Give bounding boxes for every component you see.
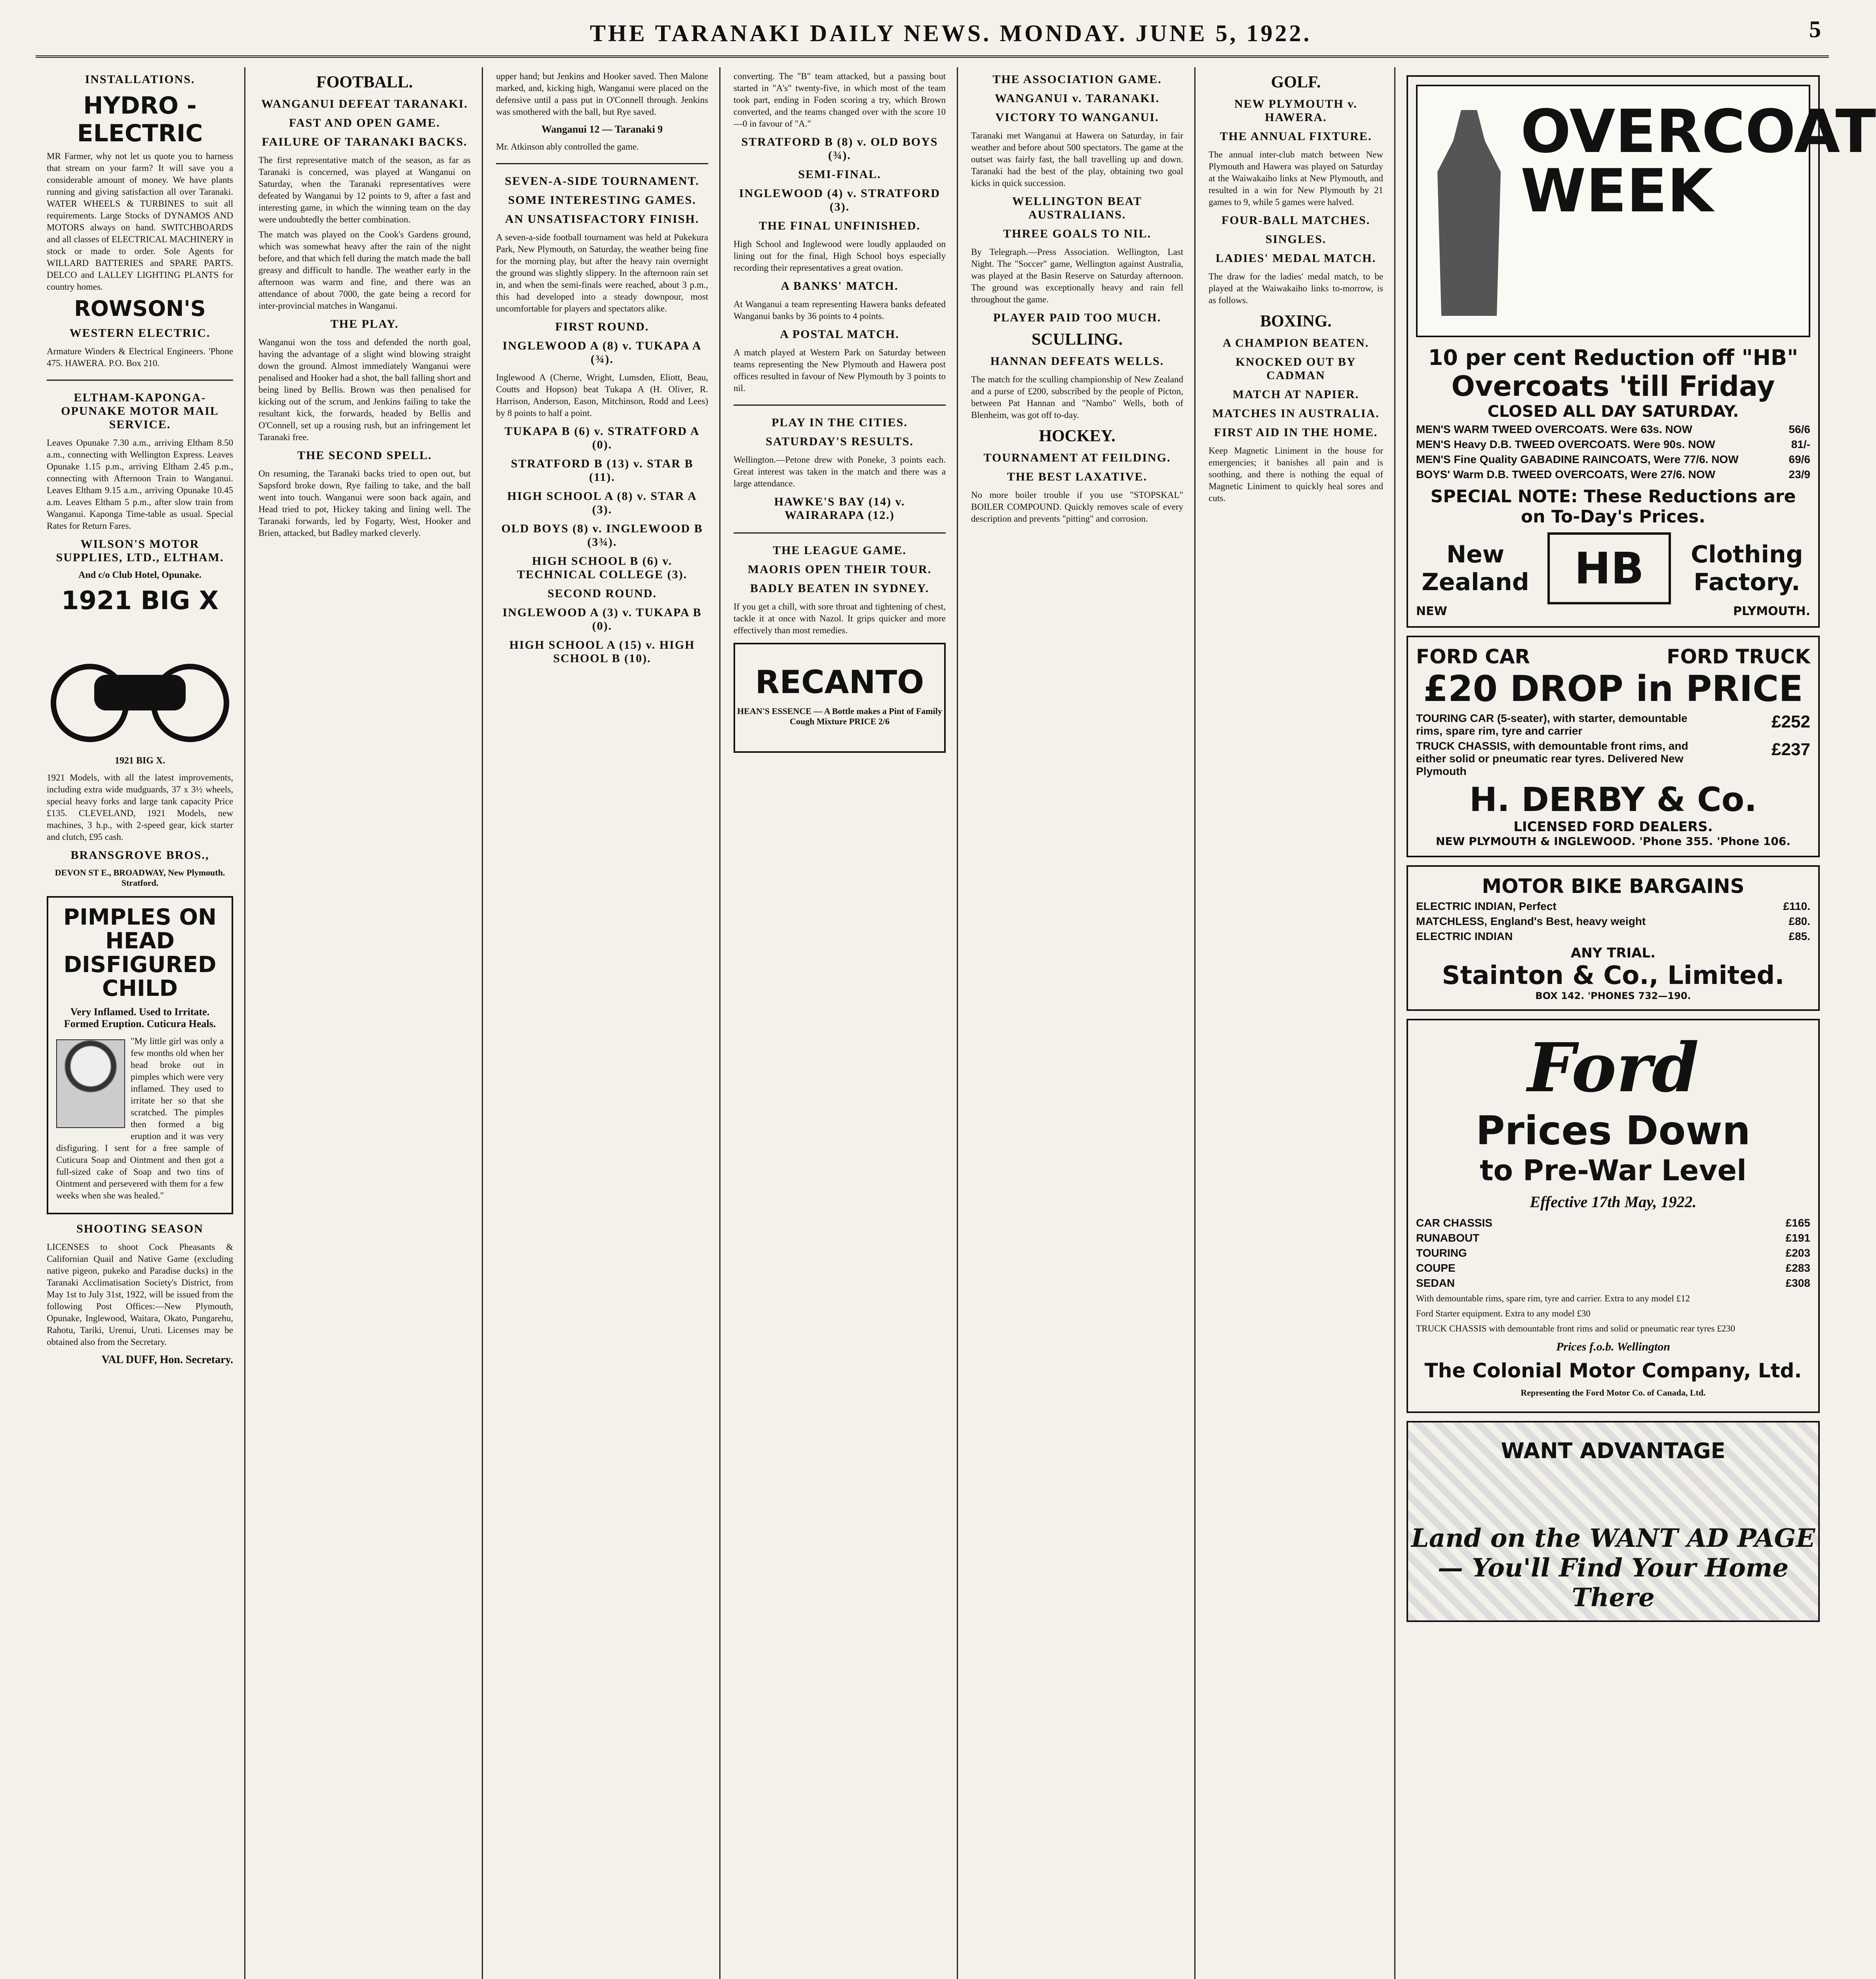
section-subheading: TOURNAMENT AT FEILDING. <box>983 451 1171 464</box>
section-subheading: A POSTAL MATCH. <box>780 328 899 341</box>
price-value: £191 <box>1785 1232 1810 1244</box>
rowson-heading: ROWSON'S <box>74 296 206 321</box>
section-subheading: MATCH AT NAPIER. <box>1232 388 1359 401</box>
hockey-heading: HOCKEY. <box>1039 427 1116 445</box>
section-subheading: FOUR-BALL MATCHES. <box>1221 214 1370 227</box>
price-label: CAR CHASSIS <box>1416 1217 1492 1229</box>
price-label: MATCHLESS, England's Best, heavy weight <box>1416 915 1646 927</box>
overcoat-price-list <box>1416 423 1810 481</box>
wilson-subheading: And c/o Club Hotel, Opunake. <box>78 570 201 580</box>
section-subheading: NEW PLYMOUTH v. HAWERA. <box>1234 97 1357 124</box>
price-row <box>1416 453 1810 466</box>
match-heading: INGLEWOOD A (3) v. TUKAPA B (0). <box>502 606 702 632</box>
eltham-heading: ELTHAM-KAPONGA-OPUNAKE MOTOR MAIL SERVICE. <box>61 391 219 431</box>
price-value: 69/6 <box>1789 453 1810 465</box>
match-heading: HIGH SCHOOL A (8) v. STAR A (3). <box>507 490 697 516</box>
column-3 <box>485 67 720 1979</box>
price-label: BOYS' Warm D.B. TWEED OVERCOATS, Were 27/6. NOW <box>1416 468 1716 481</box>
stainton-heading: Stainton & Co., Limited. <box>1442 961 1785 990</box>
price-row <box>1416 1217 1810 1229</box>
motorcycle-illustration <box>47 619 233 750</box>
overcoat-illustration <box>1416 85 1876 337</box>
bransgrove-address: DEVON ST E., BROADWAY, New Plymouth. Stratford. <box>55 868 225 888</box>
effective-date: Effective 17th May, 1922. <box>1530 1193 1697 1211</box>
derby-locations: NEW PLYMOUTH & INGLEWOOD. 'Phone 355. 'Phone 106. <box>1435 835 1791 848</box>
match-heading: STRATFORD B (13) v. STAR B (11). <box>511 457 694 484</box>
football-subheading-3: FAILURE OF TARANAKI BACKS. <box>262 135 468 148</box>
divider <box>47 380 233 381</box>
hb-logo-icon: HB <box>1547 532 1671 604</box>
big-x-heading: 1921 BIG X <box>61 586 219 615</box>
section-subheading: THE BEST LAXATIVE. <box>1007 470 1148 483</box>
divider <box>734 405 946 406</box>
column-4 <box>722 67 958 1979</box>
price-label: ELECTRIC INDIAN <box>1416 930 1513 942</box>
article-paragraph: A match played at Western Park on Saturday between teams representing the New Plymouth and Hawera post offices resulted in favour of New Plymouth by 3 points to nil. <box>734 348 946 393</box>
price-label: MEN'S Heavy D.B. TWEED OVERCOATS. Were 90s. NOW <box>1416 438 1715 450</box>
location-right: PLYMOUTH. <box>1733 604 1810 618</box>
section-subheading: MAORIS OPEN THEIR TOUR. <box>747 563 932 576</box>
heans-essence-text: HEAN'S ESSENCE — A Bottle makes a Pint of Family Cough Mixture PRICE 2/6 <box>737 706 942 726</box>
match-heading: STRATFORD B (8) v. OLD BOYS (¾). <box>741 135 938 162</box>
section-subheading: THE FINAL UNFINISHED. <box>759 219 920 232</box>
column-2 <box>247 67 483 1979</box>
extras-note: With demountable rims, spare rim, tyre and carrier. Extra to any model £12 <box>1416 1293 1690 1303</box>
heans-essence-logo: RECANTO <box>755 663 924 701</box>
column-5 <box>960 67 1196 1979</box>
price-label: TRUCK CHASSIS, with demountable front rims, and either solid or pneumatic rear tyres. Delivered New Plymouth <box>1416 740 1688 777</box>
price-row <box>1416 740 1810 778</box>
shooting-heading: SHOOTING SEASON <box>76 1222 203 1235</box>
colonial-motor-heading: The Colonial Motor Company, Ltd. <box>1424 1359 1802 1382</box>
column-6 <box>1197 67 1395 1979</box>
section-subheading: VICTORY TO WANGANUI. <box>995 111 1159 124</box>
section-subheading: SINGLES. <box>1265 233 1327 246</box>
price-row <box>1416 1262 1810 1274</box>
price-label: TOURING <box>1416 1247 1467 1259</box>
section-subheading: FIRST ROUND. <box>555 320 649 333</box>
reduction-heading: 10 per cent Reduction off "HB" <box>1428 345 1798 370</box>
divider <box>496 163 708 164</box>
price-label: COUPE <box>1416 1262 1456 1274</box>
clothing-factory-label: Clothing Factory. <box>1691 541 1803 596</box>
match-heading: INGLEWOOD A (8) v. TUKAPA A (¾). <box>502 339 702 366</box>
section-subheading: THE ANNUAL FIXTURE. <box>1220 130 1372 143</box>
price-value: £252 <box>1771 712 1810 731</box>
overcoat-week-title: OVERCOAT WEEK <box>1521 97 1876 226</box>
section-subheading: AN UNSATISFACTORY FINISH. <box>505 213 699 226</box>
section-subheading: LADIES' MEDAL MATCH. <box>1215 252 1376 265</box>
overcoat-week-ad <box>1407 75 1876 628</box>
ford-script-logo: Ford <box>1527 1028 1699 1107</box>
fob-note: Prices f.o.b. Wellington <box>1556 1340 1671 1353</box>
article-paragraph: The annual inter-club match between New Plymouth and Hawera was played on Saturday at the Waiwakaiho links at New Plymouth, and resulted in a win for New Plymouth by 21 games to 9, while 5 games were halved. <box>1209 150 1383 207</box>
price-row <box>1416 915 1810 928</box>
price-row <box>1416 468 1810 481</box>
section-subheading: THREE GOALS TO NIL. <box>1003 227 1151 240</box>
column-7-advertisements <box>1395 67 1876 1979</box>
match-heading: HIGH SCHOOL B (6) v. TECHNICAL COLLEGE (3). <box>517 555 687 581</box>
price-label: MEN'S Fine Quality GABADINE RAINCOATS, Were 77/6. NOW <box>1416 453 1739 465</box>
starter-note: Ford Starter equipment. Extra to any model £30 <box>1416 1309 1591 1318</box>
rowson-subheading: WESTERN ELECTRIC. <box>69 327 211 340</box>
ford-truck-label: FORD TRUCK <box>1667 645 1810 668</box>
article-paragraph: Inglewood A (Cherne, Wright, Lumsden, Eliott, Beau, Coutts and Hopson) beat Tukapa A (H. Oliver, R. Harrison, Anderson, Eason, Mitchinson, Rodd and Lees) by 8 points to half a point. <box>496 372 708 418</box>
article-paragraph: High School and Inglewood were loudly applauded on lining out for the final, High School boys especially recording their representatives a great ovation. <box>734 239 946 273</box>
special-note: SPECIAL NOTE: These Reductions are on To-Day's Prices. <box>1430 486 1796 527</box>
sculling-heading: SCULLING. <box>1032 330 1123 349</box>
closed-notice: CLOSED ALL DAY SATURDAY. <box>1487 403 1739 421</box>
price-row <box>1416 712 1810 737</box>
section-heading: PLAY IN THE CITIES. <box>772 416 908 429</box>
column-1 <box>36 67 245 1979</box>
match-heading: HAWKE'S BAY (14) v. WAIRARAPA (12.) <box>774 495 905 522</box>
article-paragraph: The draw for the ladies' medal match, to be played at the Waiwakaiho links to-morrow, is as follows. <box>1209 272 1383 305</box>
section-subheading: THE PLAY. <box>330 317 399 330</box>
man-in-overcoat-icon <box>1429 110 1509 316</box>
want-ad-banner: WANT ADVANTAGE <box>1501 1438 1726 1463</box>
stopskal-ad-text: No more boiler trouble if you use "STOPSKAL" BOILER COMPOUND. Quickly removes scale of every description and prevents "pitting" and corrosion. <box>971 490 1183 524</box>
section-subheading: SATURDAY'S RESULTS. <box>766 435 914 448</box>
location-left: NEW <box>1416 604 1447 618</box>
section-subheading: KNOCKED OUT BY CADMAN <box>1235 355 1356 382</box>
article-paragraph: upper hand; but Jenkins and Hooker saved. Then Malone marked, and, kicking high, Wanganui were placed on the defensive until a pass put in O'Connell through. Jenkins was smothered with the ball, but Rye saved. <box>496 71 708 117</box>
football-subheading-2: FAST AND OPEN GAME. <box>289 116 440 129</box>
shooting-text: LICENSES to shoot Cock Pheasants & Californian Quail and Native Game (excluding native pigeon, pukeko and Paradise ducks) in the Taranaki Acclimatisation Society's District, from May 1st to July 31st, 1922, will be issued from the following Post Offices:—New Plymouth, Opunake, Inglewood, Waitara, Okato, Pungarehu, Rahotu, Tariki, Urenui, Uruti. Licenses may be obtained also from the Secretary. <box>47 1242 233 1347</box>
referee-note: Mr. Atkinson ably controlled the game. <box>496 142 639 152</box>
price-row <box>1416 900 1810 913</box>
article-paragraph: A seven-a-side football tournament was held at Pukekura Park, New Plymouth, on Saturday, the weather being fine for the morning play, but after the heavy rain overnight the ground was slightly slippery. In the afternoon rain set in, and when the semi-finals were reached, about 3 p.m., this had developed into a steady downpour, most uncomfortable for players and spectators alike. <box>496 232 708 313</box>
section-subheading: BADLY BEATEN IN SYDNEY. <box>750 582 929 595</box>
motor-bike-heading: MOTOR BIKE BARGAINS <box>1482 875 1745 898</box>
price-value: 81/- <box>1791 438 1810 450</box>
article-paragraph: By Telegraph.—Press Association. Wellington, Last Night. The "Soccer" game, Wellington against Australia, was played at the Basin Reserve on Saturday afternoon. The ground was exceptionally heavy and rain fell throughout the game. <box>971 247 1183 304</box>
ford-prices-ad <box>1407 1019 1820 1413</box>
football-subheading: WANGANUI DEFEAT TARANAKI. <box>261 97 468 110</box>
section-heading: PLAYER PAID TOO MUCH. <box>993 311 1161 324</box>
price-label: ELECTRIC INDIAN, Perfect <box>1416 900 1557 912</box>
price-value: £237 <box>1771 740 1810 759</box>
association-heading: THE ASSOCIATION GAME. <box>992 73 1162 86</box>
derby-subheading: LICENSED FORD DEALERS. <box>1513 819 1713 835</box>
section-subheading: HANNAN DEFEATS WELLS. <box>990 355 1164 368</box>
masthead <box>36 12 1829 58</box>
price-row <box>1416 1277 1810 1290</box>
price-drop-heading: £20 DROP in PRICE <box>1423 668 1803 710</box>
section-subheading: SECOND ROUND. <box>547 587 657 600</box>
price-value: £308 <box>1785 1277 1810 1289</box>
shooting-signature: VAL DUFF, Hon. Secretary. <box>101 1354 233 1366</box>
price-value: 23/9 <box>1789 468 1810 481</box>
section-subheading: WANGANUI v. TARANAKI. <box>995 92 1159 105</box>
price-value: £283 <box>1785 1262 1810 1274</box>
ford-car-label: FORD CAR <box>1416 645 1530 668</box>
price-row <box>1416 1232 1810 1244</box>
match-score: Wanganui 12 — Taranaki 9 <box>541 123 663 135</box>
article-paragraph: The first representative match of the season, as far as Taranaki is concerned, was played at Wanganui on Saturday, when the Taranaki representatives were defeated by Wanganui by 12 points to 9, after a fast and interesting game, in which the winning team on the day were undoubtedly the better combination. <box>258 155 471 224</box>
section-subheading: THE SECOND SPELL. <box>297 449 432 462</box>
any-trial-label: ANY TRIAL. <box>1570 945 1656 961</box>
rear-wheel-icon <box>151 664 229 742</box>
nz-clothing-footer <box>1416 532 1810 604</box>
section-subheading: WELLINGTON BEAT AUSTRALIANS. <box>1012 195 1142 221</box>
section-subheading: SEMI-FINAL. <box>798 168 881 181</box>
match-heading: HIGH SCHOOL A (15) v. HIGH SCHOOL B (10). <box>509 638 695 665</box>
article-paragraph: Keep Magnetic Liniment in the house for emergencies; it banishes all pain and is soothing, and there is nothing the equal of Magnetic Liniment to quickly heal sores and cuts. <box>1209 446 1383 503</box>
truck-chassis-note: TRUCK CHASSIS with demountable front rims and solid or pneumatic rear tyres £230 <box>1416 1324 1735 1333</box>
big-x-text: 1921 Models, with all the latest improvements, including extra wide mudguards, 37 x 3½ wheels, special heavy forks and large tank capacity Price £135. CLEVELAND, 1921 Models, new machines, 3 h.p., with 2-speed gear, kick starter and clutch, £95 cash. <box>47 773 233 842</box>
nz-label: New Zealand <box>1422 541 1529 596</box>
pre-war-heading: to Pre-War Level <box>1480 1154 1747 1187</box>
section-subheading: SOME INTERESTING GAMES. <box>508 194 696 207</box>
price-label: MEN'S WARM TWEED OVERCOATS. Were 63s. NOW <box>1416 423 1692 435</box>
price-row <box>1416 423 1810 436</box>
overcoats-heading: Overcoats 'till Friday <box>1451 370 1775 403</box>
article-paragraph: Taranaki met Wanganui at Hawera on Saturday, in fair weather and before about 500 spectators. The game at the outset was fairly fast, the ball travelling up and down. Taranaki had the best of the play, obtaining two goal kicks in quick succession. <box>971 131 1183 188</box>
big-x-caption: 1921 BIG X. <box>114 756 165 766</box>
price-label: SEDAN <box>1416 1277 1455 1289</box>
divider <box>734 532 946 534</box>
price-value: 56/6 <box>1789 423 1810 435</box>
price-value: £110. <box>1783 900 1810 912</box>
hydro-electric-heading: HYDRO - ELECTRIC <box>77 92 203 147</box>
section-heading: THE LEAGUE GAME. <box>773 544 907 557</box>
price-value: £165 <box>1785 1217 1810 1229</box>
tournament-heading: SEVEN-A-SIDE TOURNAMENT. <box>505 175 699 188</box>
article-paragraph: Wanganui won the toss and defended the north goal, having the advantage of a slight wind blowing straight down the ground. Almost immediately Wanganui were penalised and Hooker had a shot, the ball falling short and being lined by Bellis. Brown was then penalised for kicking out of the scrum, and Jenkins failing to take the resultant kick, the forwards, headed by Bellis and O'Connell, set up a rousing rush, but an infringement let Taranaki free. <box>258 337 471 442</box>
pimples-text: "My little girl was only a few months old when her head broke out in pimples which were very inflamed. They used to irritate her so that she scratched. The pimples then formed a big eruption and it was very disfiguring. I sent for a free sample of Cuticura Soap and Ointment and then got a full-sized cake of Soap and two tins of Ointment and persevered with them for a few weeks when she was healed." <box>56 1036 224 1200</box>
section-subheading: FIRST AID IN THE HOME. <box>1214 426 1378 439</box>
price-row <box>1416 1247 1810 1259</box>
nazol-ad-text: If you get a chill, with sore throat and tightening of chest, tackle it at once with Nazol. It grips quicker and more effectively than most remedies. <box>734 602 946 635</box>
price-label: RUNABOUT <box>1416 1232 1480 1244</box>
boxing-heading: BOXING. <box>1260 312 1332 330</box>
match-heading: INGLEWOOD (4) v. STRATFORD (3). <box>739 187 941 213</box>
installations-label: INSTALLATIONS. <box>85 73 195 86</box>
price-value: £85. <box>1789 930 1810 942</box>
want-ad-slogan: Land on the WANT AD PAGE — You'll Find Your Home There <box>1411 1523 1815 1612</box>
article-paragraph: On resuming, the Taranaki backs tried to open out, but Sapsford broke down, Rye failing to take, and the ball went into touch. Wanganui were soon back again, and Head tried to pot, Hickey taking and lining well. The Taranaki forwards, led by Fogarty, West, Hooker and Brien, attacked, but Badley marked cleverly. <box>258 469 471 538</box>
colonial-motor-subheading: Representing the Ford Motor Co. of Canada, Ltd. <box>1521 1388 1706 1398</box>
article-paragraph: converting. The "B" team attacked, but a passing bout started in "A's" twenty-five, in which most of the team took part, ending in Foden scoring a try, which Brown converted, and the teams changed over with the score 10—0 in favour of "A." <box>734 71 946 129</box>
nz-clothing-location <box>1416 604 1810 618</box>
section-subheading: A CHAMPION BEATEN. <box>1222 336 1369 349</box>
article-paragraph: At Wanganui a team representing Hawera banks defeated Wanganui banks by 36 points to 4 points. <box>734 299 946 321</box>
ford-headers <box>1416 645 1810 668</box>
derby-heading: H. DERBY & Co. <box>1469 780 1757 819</box>
golf-heading: GOLF. <box>1271 73 1321 91</box>
price-value: £80. <box>1789 915 1810 927</box>
football-heading: FOOTBALL. <box>316 73 413 91</box>
section-subheading: MATCHES IN AUSTRALIA. <box>1212 407 1380 420</box>
ford-derby-ad <box>1407 636 1820 857</box>
match-heading: TUKAPA B (6) v. STRATFORD A (0). <box>504 425 700 451</box>
stainton-subheading: BOX 142. 'PHONES 732—190. <box>1535 990 1691 1001</box>
heans-essence-ad <box>734 643 946 753</box>
article-paragraph: Wellington.—Petone drew with Poneke, 3 points each. Great interest was taken in the match and there was a large attendance. <box>734 455 946 488</box>
want-ad-illustration <box>1407 1421 1820 1622</box>
match-heading: OLD BOYS (8) v. INGLEWOOD B (3¾). <box>501 522 703 549</box>
prices-down-heading: Prices Down <box>1476 1107 1751 1154</box>
price-value: £203 <box>1785 1247 1810 1259</box>
newspaper-title: THE TARANAKI DAILY NEWS. MONDAY. JUNE 5, 1922. <box>590 20 1312 46</box>
article-paragraph: The match for the sculling championship of New Zealand and a purse of £200, subscribed by the people of Picton, between Pat Hannan and "Nambo" Wells, both of Blenheim, was got off to-day. <box>971 374 1183 420</box>
pimples-heading: PIMPLES ON HEAD DISFIGURED CHILD <box>63 904 217 1001</box>
child-portrait-image <box>56 1039 125 1128</box>
price-label: TOURING CAR (5-seater), with starter, demountable rims, spare rim, tyre and carrier <box>1416 712 1688 737</box>
cuticura-ad <box>47 896 233 1214</box>
section-subheading: A BANKS' MATCH. <box>781 279 899 292</box>
pimples-subheading: Very Inflamed. Used to Irritate. Formed Eruption. Cuticura Heals. <box>64 1006 216 1029</box>
hydro-electric-text: MR Farmer, why not let us quote you to harness that stream on your farm? It will save you a considerable amount of money. We have plants running and giving satisfaction all over Taranaki. WATER WHEELS & TURBINES to suit all requirements. Large Stocks of DYNAMOS AND MOTORS always on hand. SWITCHBOARDS and all classes of ELECTRICAL MACHINERY in stock or made to order. Sole Agents for WILLARD BATTERIES and SPARE PARTS. DELCO and LALLEY LIGHTING PLANTS for country homes. <box>47 151 233 292</box>
page-number: 5 <box>1809 16 1821 42</box>
eltham-text: Leaves Opunake 7.30 a.m., arriving Eltham 8.50 a.m., connecting with Wellington Express. Leaves Opunake 1.15 p.m., arriving Eltham 2.45 p.m., connecting with Afternoon Train to Wanganui. Leaves Eltham 9.15 a.m., arriving Opunake 10.45 a.m. Leaves Eltham 5 p.m., after slow train from Wanganui. Kaponga Time-table as usual. Special Rates for Return Fares. <box>47 438 233 531</box>
motor-bike-ad <box>1407 865 1820 1011</box>
article-paragraph: The match was played on the Cook's Gardens ground, which was somewhat heavy after the rain of the night before, and that which fell during the match made the ball greasy and difficult to handle. The weather early in the afternoon was warm and fine, and there was an attendance of about 7000, the gate being a record for inter-provincial matches in Wanganui. <box>258 230 471 311</box>
rowson-text: Armature Winders & Electrical Engineers. 'Phone 475. HAWERA. P.O. Box 210. <box>47 346 233 368</box>
price-row <box>1416 438 1810 451</box>
price-row <box>1416 930 1810 943</box>
wilson-heading: WILSON'S MOTOR SUPPLIES, LTD., ELTHAM. <box>56 537 224 564</box>
bransgrove-heading: BRANSGROVE BROS., <box>70 849 209 862</box>
